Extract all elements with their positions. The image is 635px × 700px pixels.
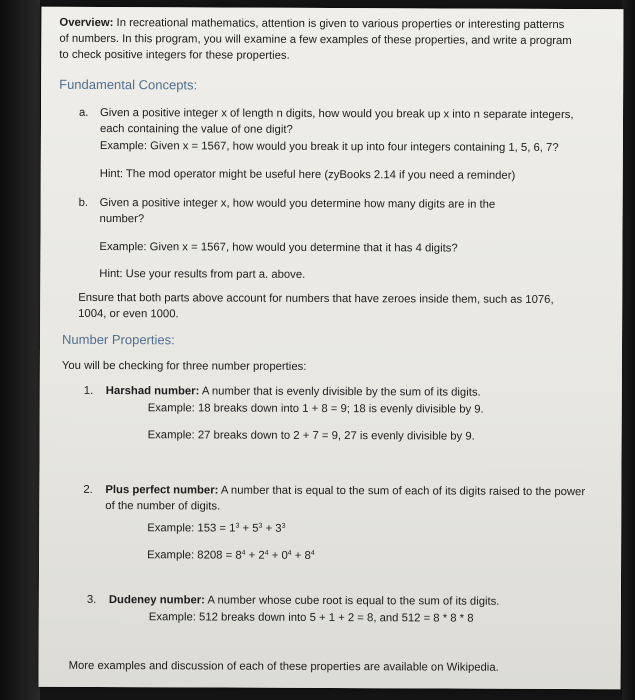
item-a-line-2: each containing the value of one digit? (99, 122, 293, 136)
item-a-hint: Hint: The mod operator might be useful here (zyBooks 2.14 if you need a reminder) (99, 167, 516, 182)
item-b-line-2: number? (99, 212, 145, 226)
property-1-example-1: Example: 18 breaks down into 1 + 8 = 9; 18 is evenly divisible by 9. (147, 402, 484, 416)
item-b-line-1: Given a positive integer x, how would you determine how many digits are in the (99, 196, 496, 211)
property-1-marker: 1. (83, 384, 94, 397)
dudeney-term: Dudeney number: (108, 594, 205, 607)
item-a-line-1: Given a positive integer x of length n digits, how would you break up x into n separate integers, (99, 106, 574, 122)
property-2-marker: 2. (83, 483, 93, 496)
overview-line-2: of numbers. In this program, you will examine a few examples of these properties, and write a program (59, 32, 572, 48)
ensure-line-2: 1004, or even 1000. (78, 307, 179, 321)
item-b-hint: Hint: Use your results from part a. above. (99, 267, 306, 281)
property-3-line: Dudeney number: A number whose cube root is equal to the sum of its digits. (108, 594, 500, 608)
item-b-example: Example: Given x = 1567, how would you determine that it has 4 digits? (99, 240, 458, 255)
item-a-marker: a. (78, 106, 89, 119)
property-2-example-2: Example: $8208 = 8^4 + 2^4 + 0^4 + 8^4$ (147, 549, 315, 562)
fundamental-heading: Fundamental Concepts: (59, 76, 198, 93)
background-left-edge (0, 0, 40, 700)
properties-intro: You will be checking for three number properties: (61, 359, 307, 373)
item-b-marker: b. (78, 196, 89, 209)
property-3-marker: 3. (86, 593, 97, 606)
footer-note: More examples and discussion of each of these properties are available on Wikipedia. (68, 659, 499, 674)
item-a-example: Example: Given x = 1567, how would you break it up into four integers containing 1, 5, 6, 7? (99, 139, 559, 154)
property-1-line: Harshad number: A number that is evenly divisible by the sum of its digits. (105, 385, 481, 399)
plus-perfect-term: Plus perfect number: (105, 484, 219, 497)
property-2-line: Plus perfect number: A number that is equal to the sum of each of its digits raised to the power (105, 484, 586, 499)
overview-label: Overview: (59, 16, 114, 30)
property-3-example-1: Example: 512 breaks down into 5 + 1 + 2 = 8, and 512 = 8 * 8 * 8 (148, 611, 474, 625)
ensure-line-1: Ensure that both parts above account for numbers that have zeroes inside them, such as 1076, (78, 291, 554, 306)
document-page (39, 7, 624, 690)
property-2-line-2: of the number of digits. (105, 500, 221, 513)
property-1-example-2: Example: 27 breaks down to 2 + 7 = 9, 27 is evenly divisible by 9. (147, 429, 475, 443)
properties-heading: Number Properties: (62, 331, 175, 348)
property-2-example-1: Example: $153 = 1^3 + 5^3 + 3^3$ (147, 522, 286, 535)
overview-line-1: Overview: In recreational mathematics, attention is given to various properties or interesting patterns (59, 16, 565, 32)
harshad-term: Harshad number: (105, 385, 200, 398)
overview-line-3: to check positive integers for these properties. (59, 48, 290, 62)
background-right-edge (622, 0, 635, 700)
